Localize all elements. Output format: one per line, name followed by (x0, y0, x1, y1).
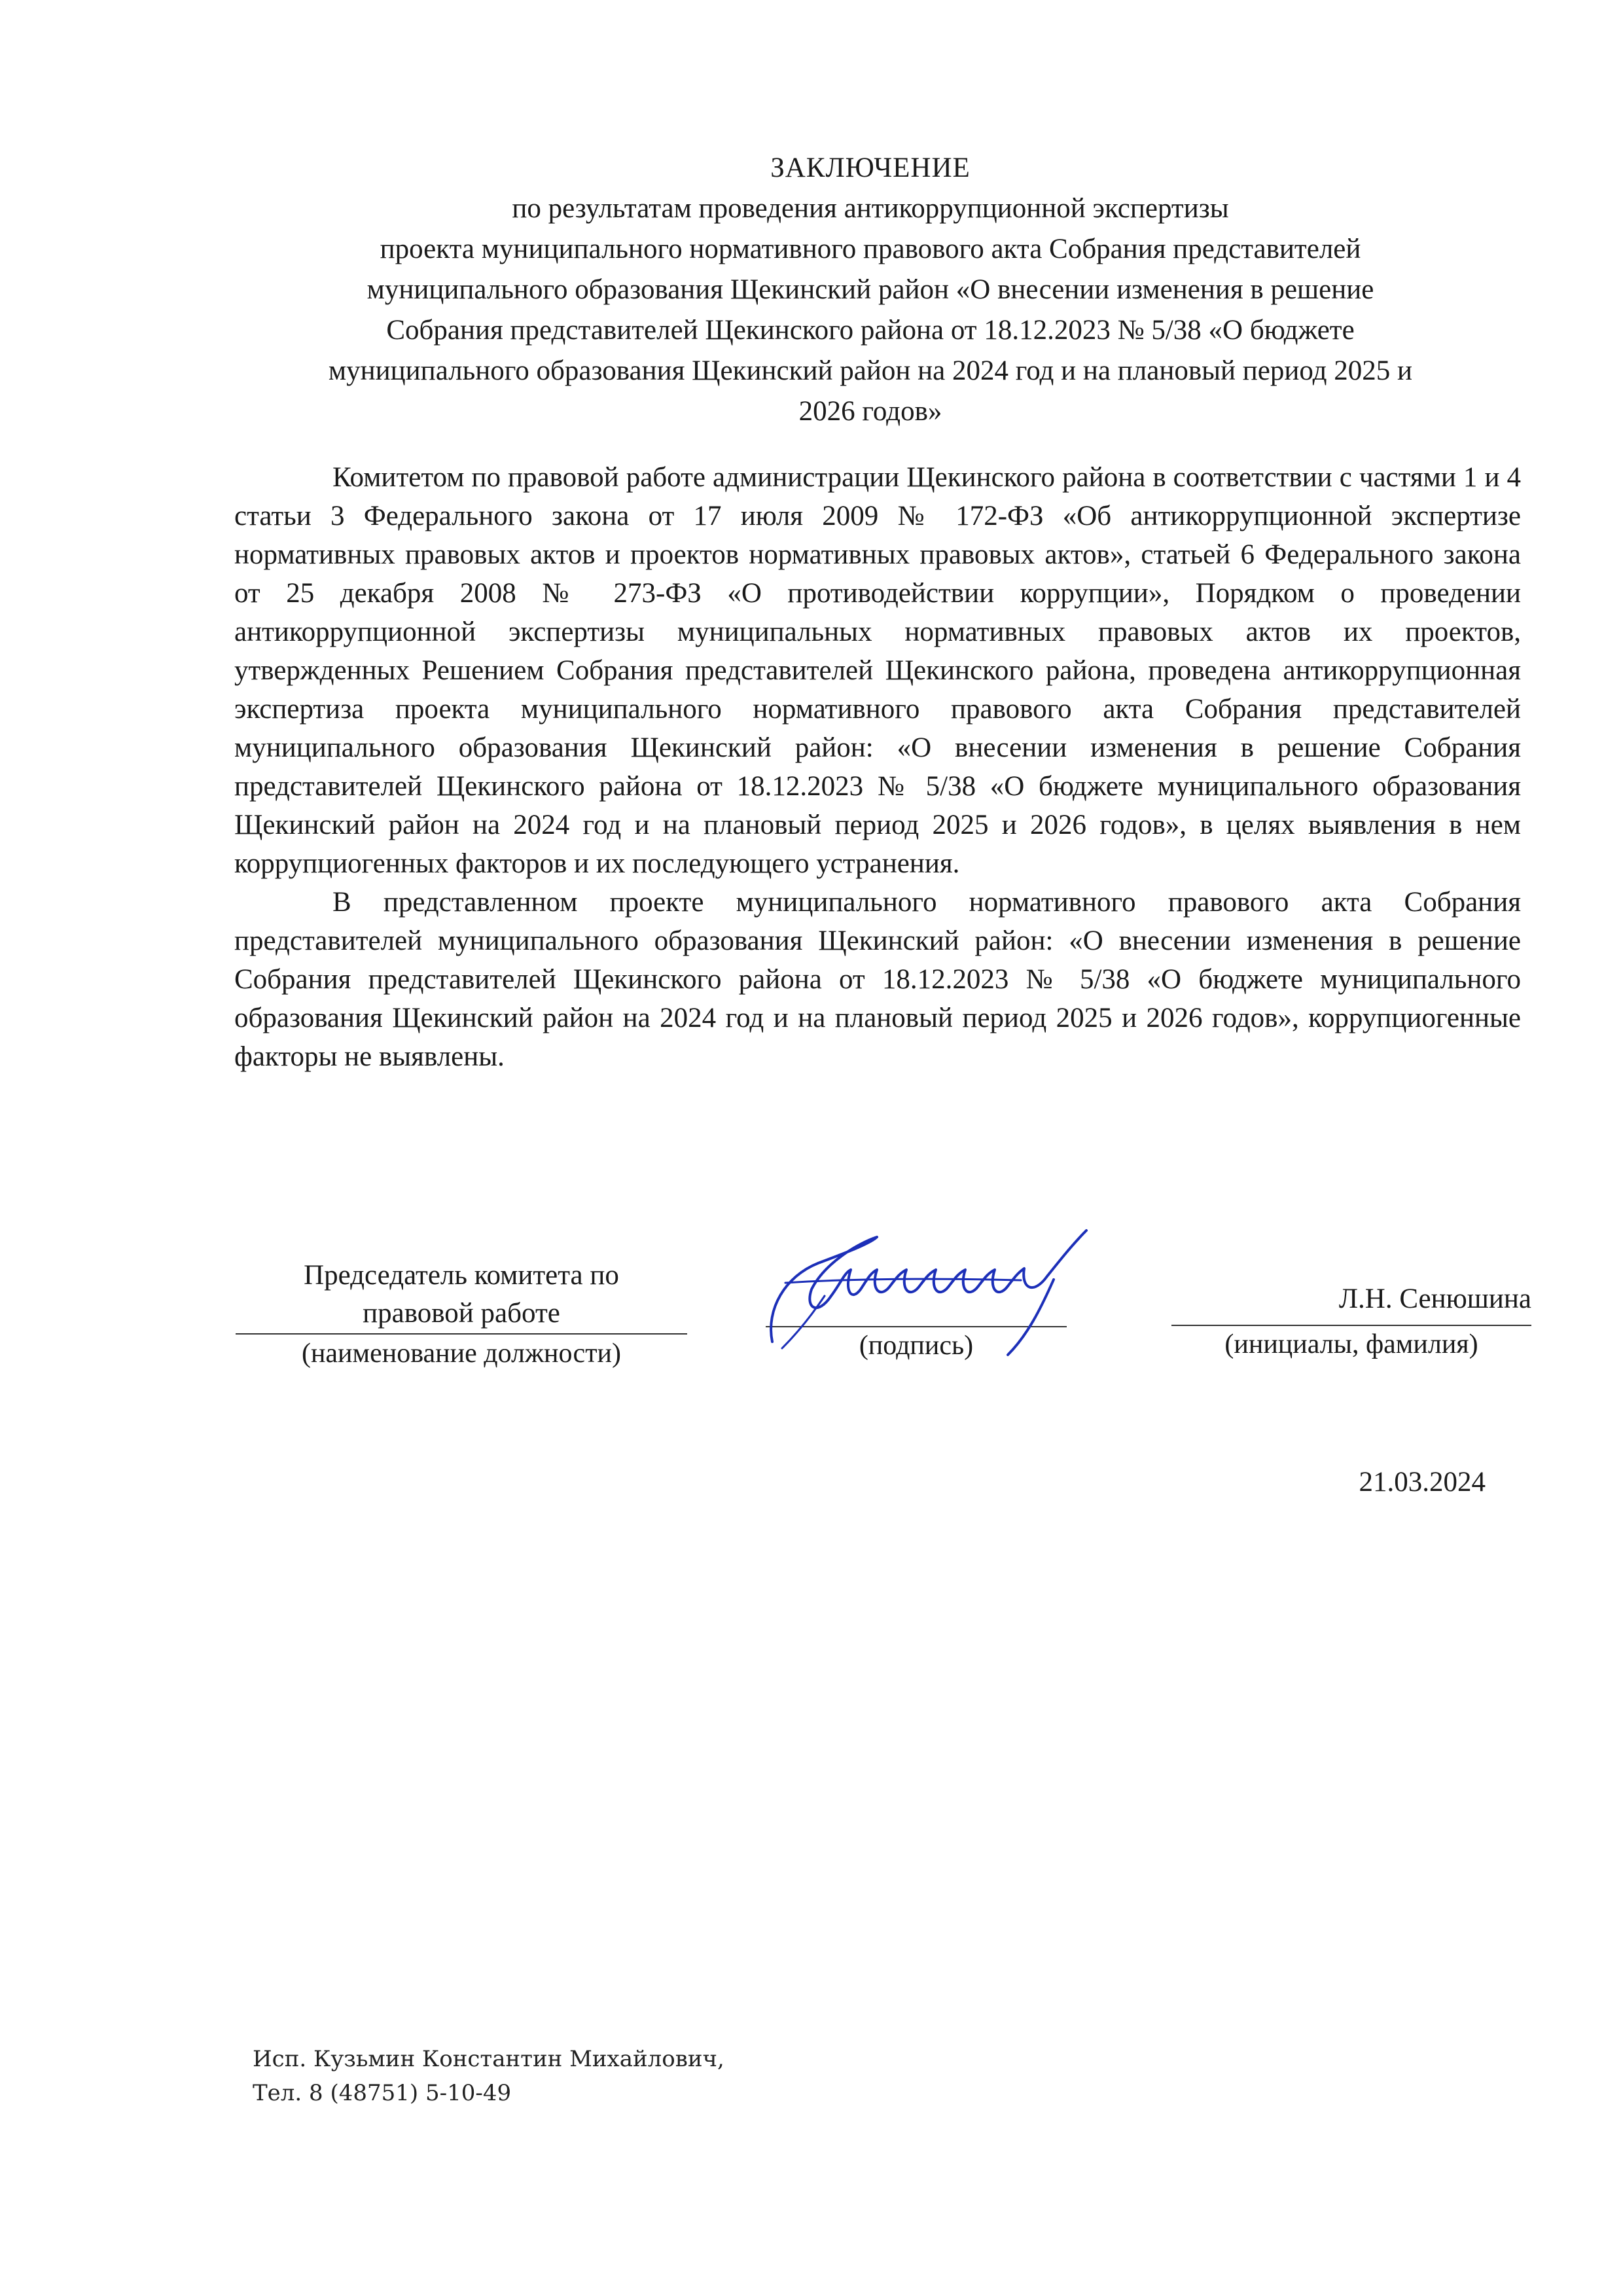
position-line: Председатель комитета по (304, 1260, 619, 1291)
heading-line: проекта муниципального нормативного правового акта Собрания представителей (380, 234, 1361, 264)
position-title (236, 1257, 687, 1333)
document-body (234, 458, 1521, 1076)
position-line: правовой работе (363, 1298, 560, 1329)
body-paragraph: Комитетом по правовой работе администрации Щекинского района в соответствии с частями 1 и 4 статьи 3 Федерального закона от 17 июля 2009 № 172-ФЗ «Об антикоррупционной экспертизе нормативных правовых актов и проектов нормативных правовых актов», статьей 6 Федерального закона от 25 декабря 2008 № 273-ФЗ «О противодействии коррупции», Порядком о проведении антикоррупционной экспертизы муниципальных нормативных правовых актов их проектов, утвержденных Решением Собрания представителей Щекинского района, проведена антикоррупционная экспертиза проекта муниципального нормативного правового акта Собрания представителей муниципального образования Щекинский район: «О внесении изменения в решение Собрания представителей Щекинского района от 18.12.2023 № 5/38 «О бюджете муниципального образования Щекинский район на 2024 год и на плановый период 2025 и 2026 годов», в целях выявления в нем коррупциогенных факторов и их последующего устранения. (234, 462, 1521, 879)
executor-name: Исп. Кузьмин Константин Михайлович, (253, 2046, 724, 2072)
heading-line: Собрания представителей Щекинского района от 18.12.2023 № 5/38 «О бюджете (386, 315, 1355, 346)
name-underline (1171, 1325, 1531, 1326)
position-caption: (наименование должности) (301, 1338, 622, 1369)
heading-line: 2026 годов» (798, 396, 942, 427)
document-heading (223, 148, 1518, 432)
signatory-name: Л.Н. Сенюшина (1338, 1283, 1531, 1314)
heading-line: муниципального образования Щекинский район на 2024 год и на плановый период 2025 и (328, 355, 1413, 386)
signature-block (0, 1257, 1623, 1388)
signature-caption: (подпись) (859, 1331, 974, 1361)
executor-phone: Тел. 8 (48751) 5-10-49 (253, 2080, 512, 2106)
name-caption: (инициалы, фамилия) (1224, 1329, 1478, 1359)
heading-line: по результатам проведения антикоррупционной экспертизы (512, 193, 1229, 224)
body-paragraph: В представленном проекте муниципального нормативного правового акта Собрания представителей муниципального образования Щекинский район: «О внесении изменения в решение Собрания представителей Щекинского района от 18.12.2023 № 5/38 «О бюджете муниципального образования Щекинский район на 2024 год и на плановый период 2025 и 2026 годов», коррупциогенные факторы не выявлены. (234, 887, 1521, 1072)
executor-info (253, 2042, 724, 2110)
handwritten-signature (746, 1217, 1126, 1361)
document-date: 21.03.2024 (1359, 1467, 1486, 1498)
position-underline (236, 1333, 687, 1335)
document-title: ЗАКЛЮЧЕНИЕ (770, 152, 971, 183)
heading-line: муниципального образования Щекинский район «О внесении изменения в решение (366, 274, 1374, 305)
